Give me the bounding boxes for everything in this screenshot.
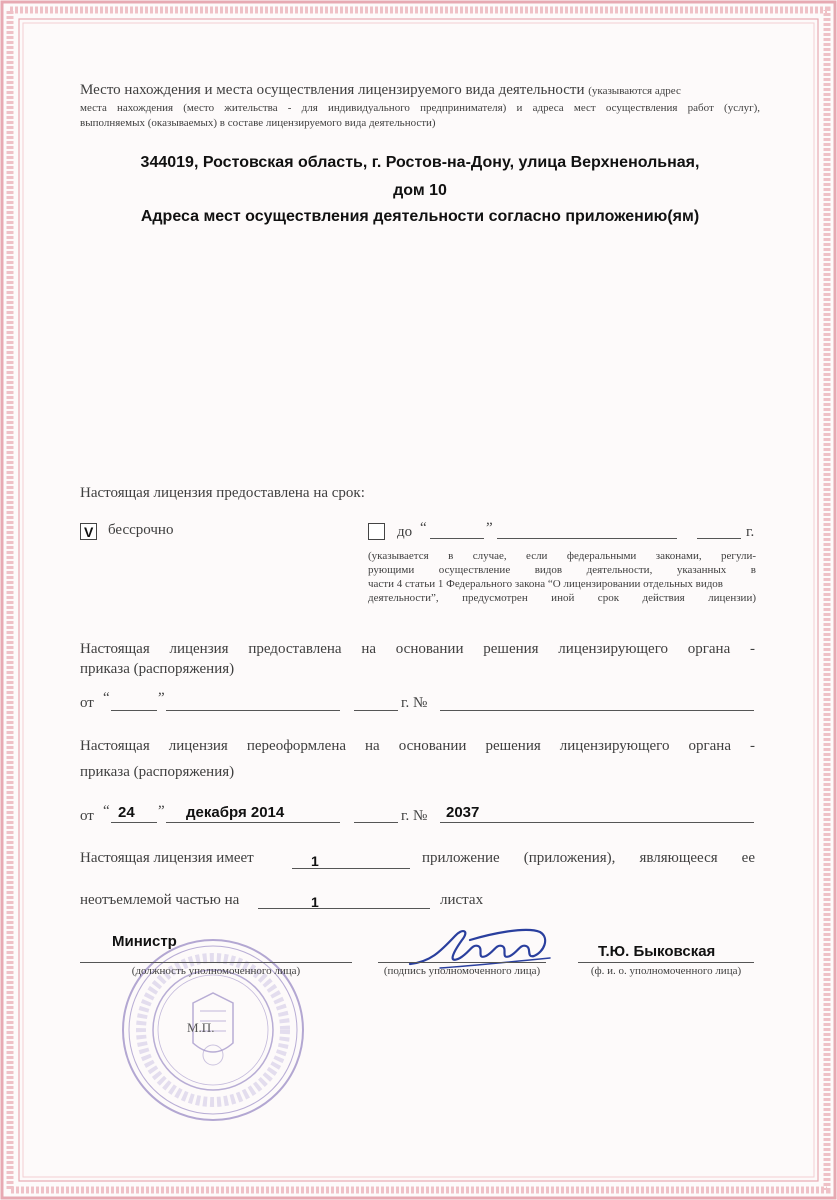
location-heading: Место нахождения и места осуществления лицензируемого вида деятельности: [80, 82, 585, 98]
address-line-3: Адреса мест осуществления деятельности согласно приложению(ям): [140, 208, 700, 225]
term-note-3: части 4 статьи 1 Федерального закона “О лицензировании отдельных видов: [368, 578, 724, 590]
reissue-year-line: [354, 822, 398, 823]
until-quote-open: “: [420, 520, 427, 536]
basis-year-line: [354, 710, 398, 711]
reissue-quote-close: ”: [158, 803, 165, 819]
name-line: [578, 962, 754, 963]
until-checkbox[interactable]: [368, 523, 385, 540]
appendix-line-1-end: приложение (приложения), являющееся ее: [422, 850, 755, 866]
sheet-count: 1: [311, 894, 319, 910]
until-year-line: [697, 538, 741, 539]
basis-month-line: [166, 710, 340, 711]
location-heading-row: [80, 82, 760, 99]
location-note-1: (указываются адрес: [588, 85, 681, 97]
location-note-3: выполняемых (оказываемых) в составе лицензируемого вида деятельности): [80, 117, 436, 129]
address-line-1: 344019, Ростовская область, г. Ростов-на-Дону, улица Верхненольная,: [140, 154, 700, 171]
reissue-day: 24: [118, 804, 135, 821]
reissue-line-2: приказа (распоряжения): [80, 764, 235, 780]
reissue-number: 2037: [446, 804, 480, 821]
reissue-day-line: [111, 822, 157, 823]
signature-line: [378, 962, 546, 963]
appendix-count: 1: [311, 853, 319, 869]
location-note-2: места нахождения (место жительства - для индивидуального предпринимателя) и адреса мест осуществления работ (услуг),: [80, 102, 760, 114]
check-mark: V: [84, 524, 94, 540]
signer-name: Т.Ю. Быковская: [598, 943, 716, 960]
appendix-line-2-end: листах: [440, 892, 484, 908]
basis-line-2: приказа (распоряжения): [80, 661, 235, 677]
perpetual-checkbox[interactable]: [80, 523, 97, 540]
reissue-line-1: Настоящая лицензия переоформлена на основании решения лицензирующего органа -: [80, 738, 755, 754]
position-title: Министр: [112, 933, 177, 950]
perpetual-label: бессрочно: [108, 522, 174, 538]
position-line: [80, 962, 352, 963]
term-note-2: рующими осуществление видов деятельности, указанных в: [368, 564, 756, 576]
term-note-4: деятельности”, предусмотрен иной срок действия лицензии): [368, 592, 756, 604]
position-caption: (должность уполномоченного лица): [131, 965, 301, 977]
signature-caption: (подпись уполномоченного лица): [383, 965, 541, 977]
address-line-2: дом 10: [393, 182, 447, 199]
basis-quote-open: “: [103, 690, 110, 706]
until-day-line: [430, 538, 484, 539]
basis-day-line: [111, 710, 157, 711]
basis-quote-close: ”: [158, 690, 165, 706]
term-heading: Настоящая лицензия предоставлена на срок:: [80, 485, 365, 501]
stamp-place-label: М.П.: [187, 1020, 215, 1035]
basis-number-line: [440, 710, 754, 711]
term-note-1: (указывается в случае, если федеральными законами, регули-: [368, 550, 756, 562]
until-month-line: [497, 538, 677, 539]
sheet-count-line: [258, 908, 430, 909]
name-caption: (ф. и. о. уполномоченного лица): [590, 965, 742, 977]
reissue-month-year: декабря 2014: [186, 804, 285, 821]
basis-year-label: г. №: [401, 695, 428, 711]
appendix-count-line: [292, 868, 410, 869]
reissue-from-label: от: [80, 808, 94, 824]
until-year-suffix: г.: [746, 524, 755, 540]
appendix-line-1-start: Настоящая лицензия имеет: [80, 850, 254, 866]
basis-line-1: Настоящая лицензия предоставлена на основании решения лицензирующего органа -: [80, 641, 755, 657]
until-quote-close: ”: [486, 520, 493, 536]
reissue-quote-open: “: [103, 803, 110, 819]
basis-from-label: от: [80, 695, 94, 711]
reissue-year-label: г. №: [401, 808, 428, 824]
reissue-number-line: [440, 822, 754, 823]
until-label: до: [397, 524, 413, 540]
appendix-line-2-start: неотъемлемой частью на: [80, 892, 240, 908]
reissue-month-line: [166, 822, 340, 823]
